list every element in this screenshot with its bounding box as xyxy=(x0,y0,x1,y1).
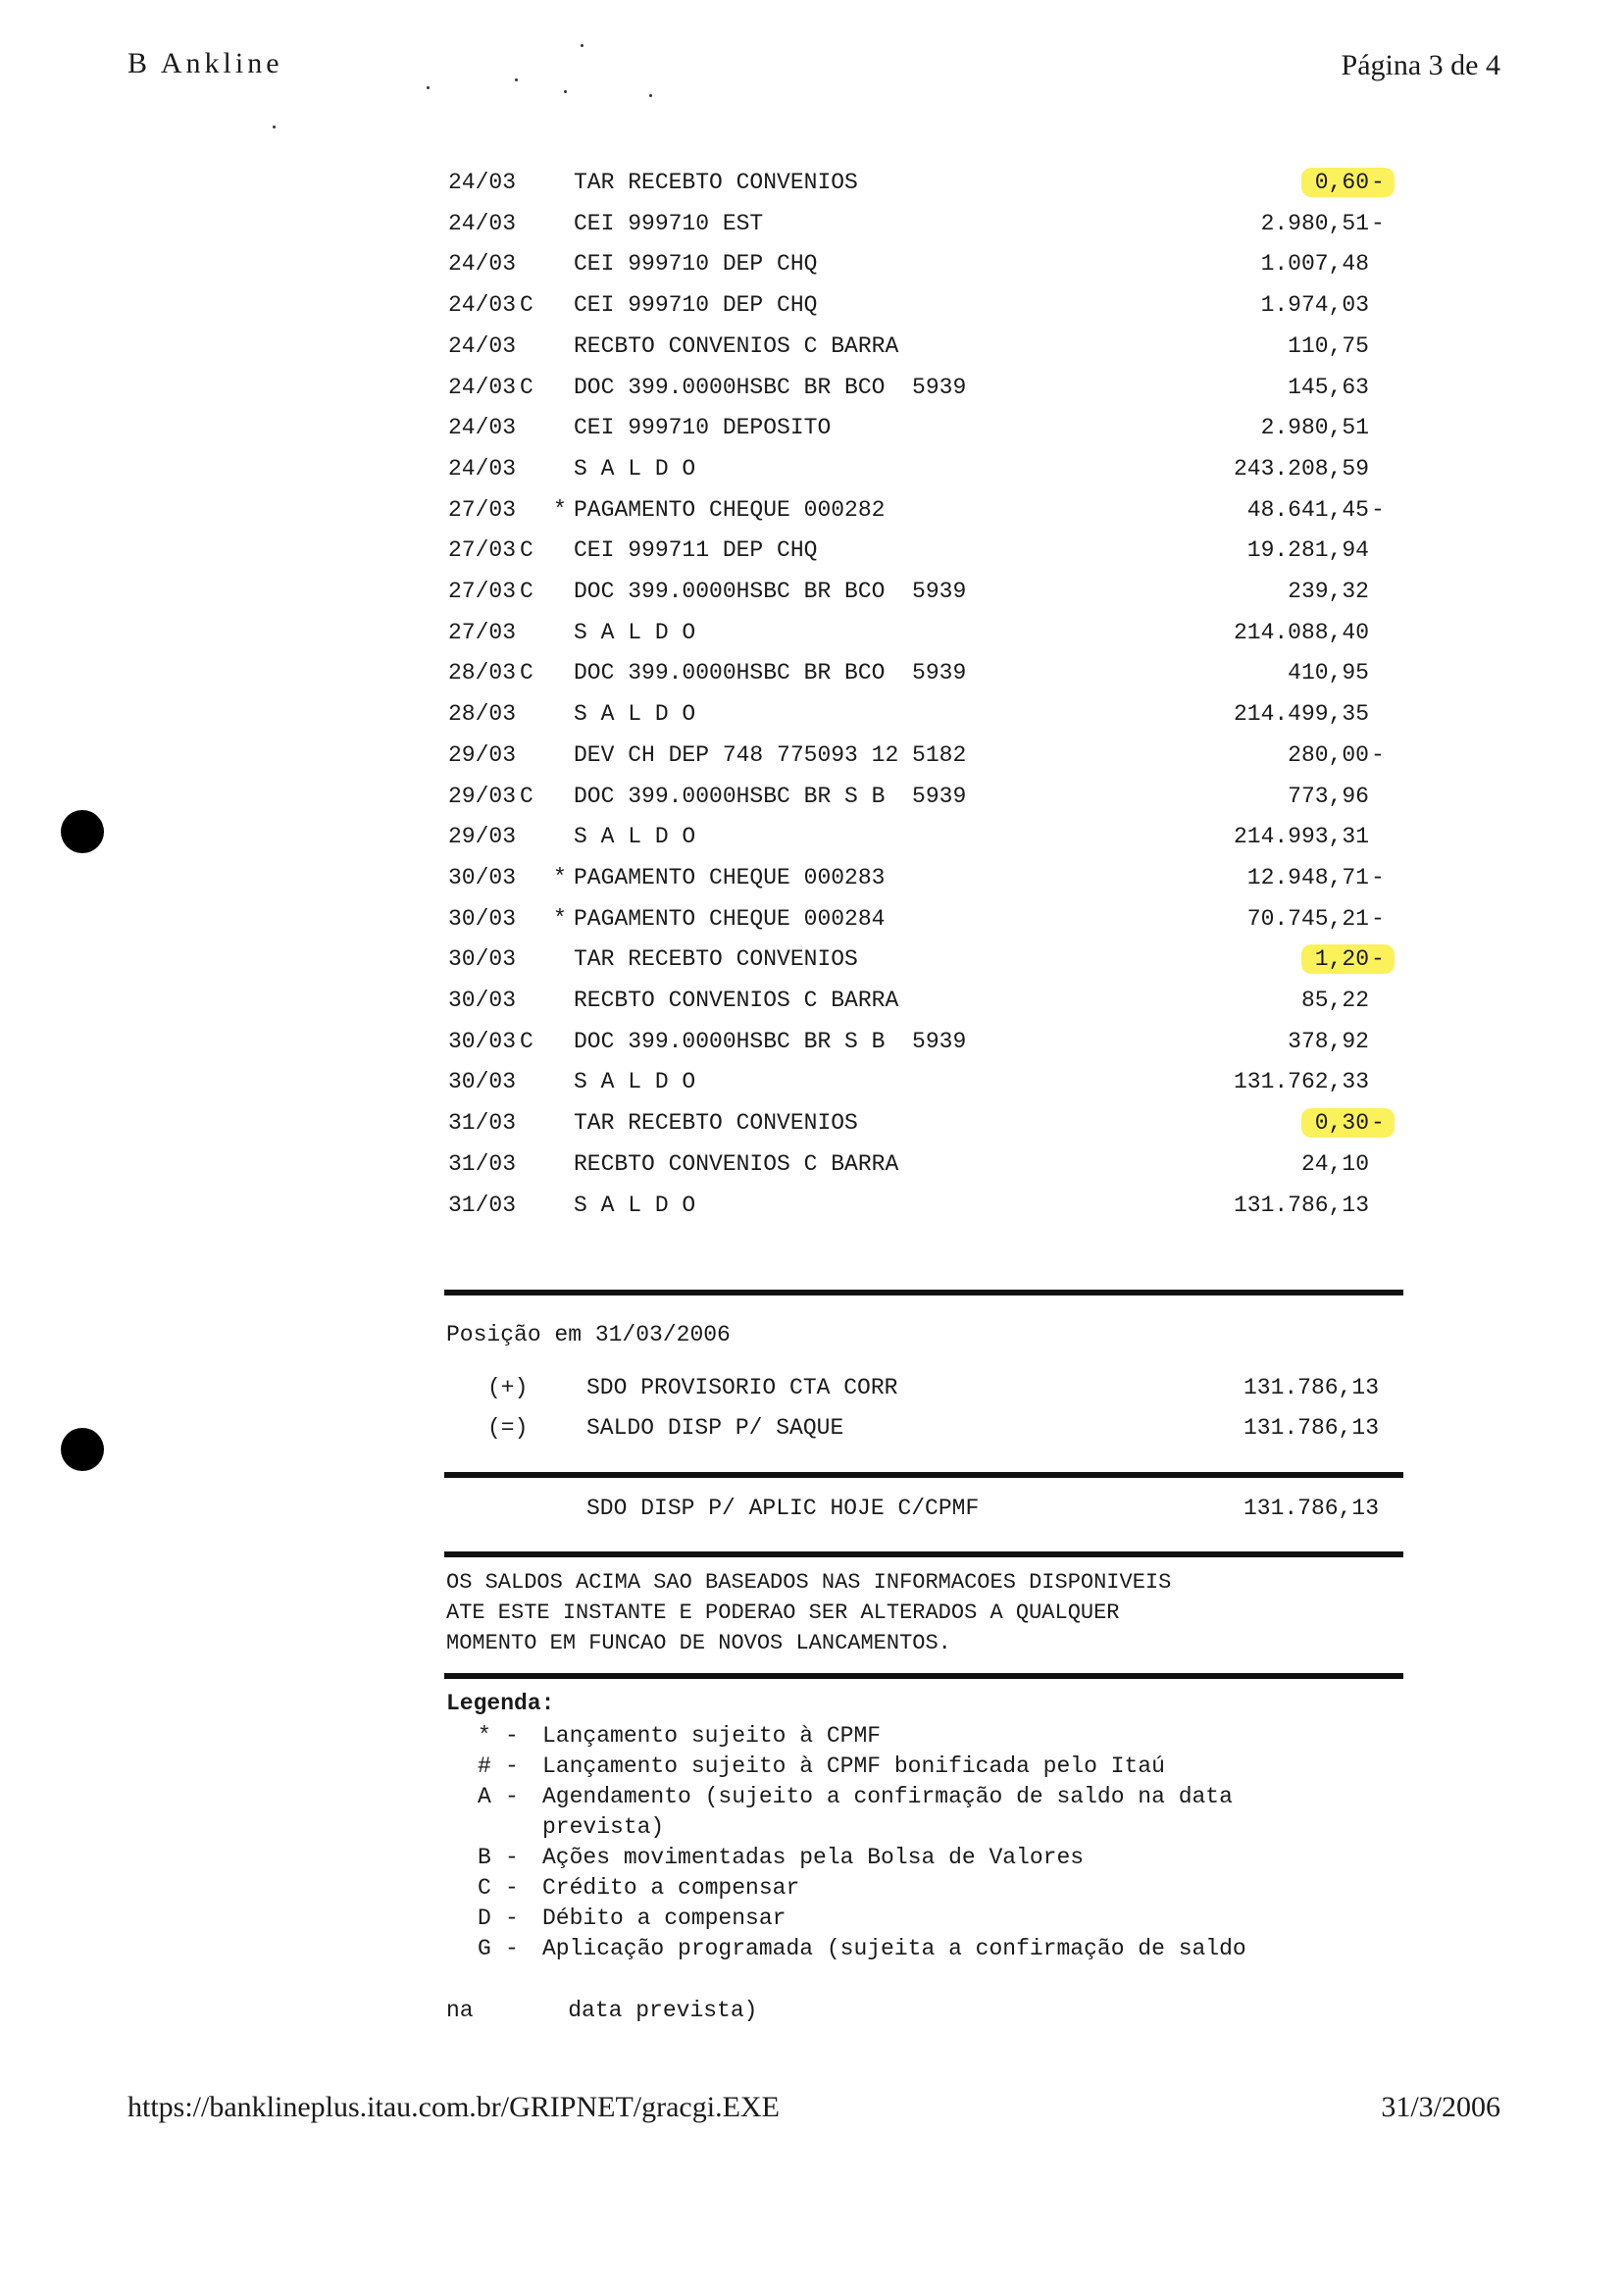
legend-dash: - xyxy=(505,1875,519,1901)
transaction-description: S A L D O xyxy=(574,701,696,727)
transaction-row xyxy=(0,1021,1624,1062)
transaction-amount: 70.745,21 xyxy=(1246,906,1369,932)
transaction-row xyxy=(0,816,1624,857)
legend-text: Débito a compensar xyxy=(542,1905,787,1931)
transaction-row xyxy=(0,1102,1624,1143)
legend-dash: - xyxy=(505,1723,519,1749)
transaction-date: 24/03 xyxy=(448,170,517,195)
transaction-flag: C xyxy=(520,1029,533,1054)
transaction-date: 24/03 xyxy=(448,375,517,400)
cpmf-mark: * xyxy=(553,865,567,890)
transaction-date: 27/03 xyxy=(448,579,517,604)
transaction-description: CEI 999710 DEP CHQ xyxy=(574,251,818,277)
transaction-flag: C xyxy=(520,660,533,686)
transaction-description: DOC 399.0000HSBC BR S B 5939 xyxy=(574,1029,967,1054)
transaction-date: 27/03 xyxy=(448,620,517,645)
transaction-row xyxy=(0,571,1624,612)
aplic-label: SDO DISP P/ APLIC HOJE C/CPMF xyxy=(586,1496,980,1521)
legend-dash: - xyxy=(505,1784,519,1809)
transaction-row xyxy=(0,735,1624,776)
transaction-date: 24/03 xyxy=(448,211,517,236)
position-symbol: (=) xyxy=(487,1415,529,1441)
transaction-amount: 85,22 xyxy=(1300,988,1369,1013)
cpmf-mark: * xyxy=(553,906,567,932)
transaction-amount: 243.208,59 xyxy=(1233,456,1369,482)
transaction-flag: C xyxy=(520,784,533,809)
transaction-row xyxy=(0,652,1624,693)
debit-sign: - xyxy=(1371,906,1385,932)
transaction-date: 30/03 xyxy=(448,1069,517,1094)
legend-key: B xyxy=(478,1845,491,1870)
transaction-amount: 214.499,35 xyxy=(1233,701,1369,727)
transaction-description: TAR RECEBTO CONVENIOS xyxy=(574,170,858,195)
transaction-row xyxy=(0,367,1624,408)
legend-text: Agendamento (sujeito a confirmação de saldo na data prevista) xyxy=(542,1784,1233,1840)
transaction-amount: 378,92 xyxy=(1288,1029,1369,1054)
debit-sign: - xyxy=(1371,946,1385,972)
aplic-row xyxy=(0,1496,1624,1535)
transaction-row xyxy=(0,162,1624,203)
transaction-date: 29/03 xyxy=(448,742,517,768)
position-row xyxy=(0,1375,1624,1414)
balance-notice: OS SALDOS ACIMA SAO BASEADOS NAS INFORMACOES DISPONIVEIS ATE ESTE INSTANTE E PODERAO SER ALTERADOS A QUALQUER MOMENTO EM FUNCAO DE NOVOS LANCAMENTOS. xyxy=(446,1570,1172,1655)
legend-key: # xyxy=(478,1753,491,1779)
transaction-amount: 1.974,03 xyxy=(1260,292,1369,318)
transaction-row xyxy=(0,898,1624,940)
transaction-date: 24/03 xyxy=(448,333,517,359)
scan-speck xyxy=(515,78,518,81)
transaction-row xyxy=(0,326,1624,367)
divider xyxy=(444,1673,1403,1679)
transaction-date: 24/03 xyxy=(448,251,517,277)
transaction-description: CEI 999710 EST xyxy=(574,211,764,236)
transaction-row xyxy=(0,407,1624,448)
transaction-description: TAR RECEBTO CONVENIOS xyxy=(574,946,858,972)
scan-speck xyxy=(649,94,652,97)
transaction-flag: C xyxy=(520,375,533,400)
debit-sign: - xyxy=(1371,497,1385,523)
scan-speck xyxy=(273,126,276,128)
transaction-description: TAR RECEBTO CONVENIOS xyxy=(574,1110,858,1136)
position-label: SDO PROVISORIO CTA CORR xyxy=(586,1375,898,1400)
transaction-date: 31/03 xyxy=(448,1110,517,1136)
transaction-amount: 110,75 xyxy=(1288,333,1369,359)
transaction-amount: 1,20 xyxy=(1314,946,1369,972)
transaction-date: 30/03 xyxy=(448,906,517,932)
legend-key: G xyxy=(478,1936,491,1961)
transaction-date: 27/03 xyxy=(448,537,517,563)
legend-tail-text: na data prevista) xyxy=(446,1998,758,2023)
transaction-date: 30/03 xyxy=(448,1029,517,1054)
legend-dash: - xyxy=(505,1905,519,1931)
transaction-row xyxy=(0,693,1624,735)
legend-key: C xyxy=(478,1875,491,1901)
footer-url[interactable]: https://banklineplus.itau.com.br/GRIPNET/gracgi.EXE xyxy=(127,2091,780,2123)
transaction-amount: 2.980,51 xyxy=(1260,415,1369,440)
transaction-description: S A L D O xyxy=(574,1069,696,1094)
transaction-date: 30/03 xyxy=(448,946,517,972)
transaction-date: 24/03 xyxy=(448,456,517,482)
transaction-description: PAGAMENTO CHEQUE 000282 xyxy=(574,497,886,523)
transaction-date: 28/03 xyxy=(448,701,517,727)
transaction-row xyxy=(0,776,1624,817)
transaction-date: 30/03 xyxy=(448,865,517,890)
transaction-amount: 131.786,13 xyxy=(1233,1193,1369,1218)
legend-text: Ações movimentadas pela Bolsa de Valores xyxy=(542,1845,1085,1870)
position-symbol: (+) xyxy=(487,1375,529,1400)
transaction-amount: 239,32 xyxy=(1288,579,1369,604)
debit-sign: - xyxy=(1371,1110,1385,1136)
page-header-left: B Ankline xyxy=(127,47,283,79)
legend-tail xyxy=(0,1965,1624,2026)
transaction-row xyxy=(0,489,1624,531)
transaction-amount: 0,30 xyxy=(1314,1110,1369,1136)
transaction-description: RECBTO CONVENIOS C BARRA xyxy=(574,333,899,359)
scan-speck xyxy=(581,44,584,47)
transaction-date: 28/03 xyxy=(448,660,517,686)
transaction-amount: 131.762,33 xyxy=(1233,1069,1369,1094)
debit-sign: - xyxy=(1371,211,1385,236)
scan-speck xyxy=(427,86,430,89)
legend-key: D xyxy=(478,1905,491,1931)
transaction-description: S A L D O xyxy=(574,1193,696,1218)
transaction-flag: C xyxy=(520,292,533,318)
debit-sign: - xyxy=(1371,865,1385,890)
transaction-description: DOC 399.0000HSBC BR S B 5939 xyxy=(574,784,967,809)
transaction-date: 31/03 xyxy=(448,1151,517,1177)
transaction-description: S A L D O xyxy=(574,620,696,645)
transaction-row xyxy=(0,1185,1624,1226)
transaction-amount: 19.281,94 xyxy=(1246,537,1369,563)
transaction-description: DOC 399.0000HSBC BR BCO 5939 xyxy=(574,375,967,400)
transaction-amount: 145,63 xyxy=(1288,375,1369,400)
transaction-amount: 12.948,71 xyxy=(1246,865,1369,890)
transaction-row xyxy=(0,243,1624,284)
transaction-amount: 214.088,40 xyxy=(1233,620,1369,645)
transaction-amount: 773,96 xyxy=(1288,784,1369,809)
legend-text: Aplicação programada (sujeita a confirmação de saldo xyxy=(542,1936,1246,1961)
transaction-description: S A L D O xyxy=(574,824,696,849)
transaction-row xyxy=(0,980,1624,1021)
transaction-date: 24/03 xyxy=(448,292,517,318)
transaction-amount: 24,10 xyxy=(1300,1151,1369,1177)
position-value: 131.786,13 xyxy=(1243,1375,1379,1400)
transaction-row xyxy=(0,1061,1624,1102)
transaction-description: DOC 399.0000HSBC BR BCO 5939 xyxy=(574,660,967,686)
transaction-flag: C xyxy=(520,537,533,563)
transaction-amount: 0,60 xyxy=(1314,170,1369,195)
transaction-date: 29/03 xyxy=(448,784,517,809)
legend-text: Crédito a compensar xyxy=(542,1875,800,1901)
transaction-date: 31/03 xyxy=(448,1193,517,1218)
position-label: SALDO DISP P/ SAQUE xyxy=(586,1415,844,1441)
legend-title: Legenda: xyxy=(446,1691,555,1716)
legend-dash: - xyxy=(505,1845,519,1870)
transaction-description: DOC 399.0000HSBC BR BCO 5939 xyxy=(574,579,967,604)
legend-dash: - xyxy=(505,1936,519,1961)
transaction-description: CEI 999711 DEP CHQ xyxy=(574,537,818,563)
transaction-row xyxy=(0,939,1624,980)
transaction-amount: 48.641,45 xyxy=(1246,497,1369,523)
transaction-description: CEI 999710 DEP CHQ xyxy=(574,292,818,318)
scan-speck xyxy=(564,90,567,93)
transaction-amount: 1.007,48 xyxy=(1260,251,1369,277)
transaction-description: DEV CH DEP 748 775093 12 5182 xyxy=(574,742,967,768)
divider xyxy=(444,1551,1403,1557)
transaction-date: 24/03 xyxy=(448,415,517,440)
transaction-description: PAGAMENTO CHEQUE 000284 xyxy=(574,906,886,932)
transaction-amount: 410,95 xyxy=(1288,660,1369,686)
transaction-date: 30/03 xyxy=(448,988,517,1013)
transaction-description: S A L D O xyxy=(574,456,696,482)
transaction-row xyxy=(0,203,1624,244)
transaction-row xyxy=(0,284,1624,326)
legend-key: A xyxy=(478,1784,491,1809)
position-title: Posição em 31/03/2006 xyxy=(446,1322,731,1347)
page-number: Página 3 de 4 xyxy=(1341,49,1500,81)
transaction-row xyxy=(0,530,1624,571)
legend-text: Lançamento sujeito à CPMF xyxy=(542,1723,882,1749)
transaction-flag: C xyxy=(520,579,533,604)
aplic-value: 131.786,13 xyxy=(1243,1496,1379,1521)
legend-dash: - xyxy=(505,1753,519,1779)
divider xyxy=(444,1472,1403,1478)
transaction-amount: 214.993,31 xyxy=(1233,824,1369,849)
transaction-amount: 280,00 xyxy=(1288,742,1369,768)
legend-key: * xyxy=(478,1723,491,1749)
transaction-amount: 2.980,51 xyxy=(1260,211,1369,236)
transaction-row xyxy=(0,857,1624,898)
transaction-description: RECBTO CONVENIOS C BARRA xyxy=(574,988,899,1013)
position-row xyxy=(0,1415,1624,1454)
transaction-description: CEI 999710 DEPOSITO xyxy=(574,415,832,440)
transaction-date: 29/03 xyxy=(448,824,517,849)
footer-date: 31/3/2006 xyxy=(1381,2091,1500,2123)
transaction-row xyxy=(0,1143,1624,1185)
transaction-row xyxy=(0,612,1624,653)
cpmf-mark: * xyxy=(553,497,567,523)
position-value: 131.786,13 xyxy=(1243,1415,1379,1441)
transaction-description: PAGAMENTO CHEQUE 000283 xyxy=(574,865,886,890)
transaction-description: RECBTO CONVENIOS C BARRA xyxy=(574,1151,899,1177)
legend-text: Lançamento sujeito à CPMF bonificada pelo Itaú xyxy=(542,1753,1165,1779)
debit-sign: - xyxy=(1371,742,1385,768)
debit-sign: - xyxy=(1371,170,1385,195)
divider xyxy=(444,1290,1403,1295)
transaction-row xyxy=(0,448,1624,489)
transaction-date: 27/03 xyxy=(448,497,517,523)
